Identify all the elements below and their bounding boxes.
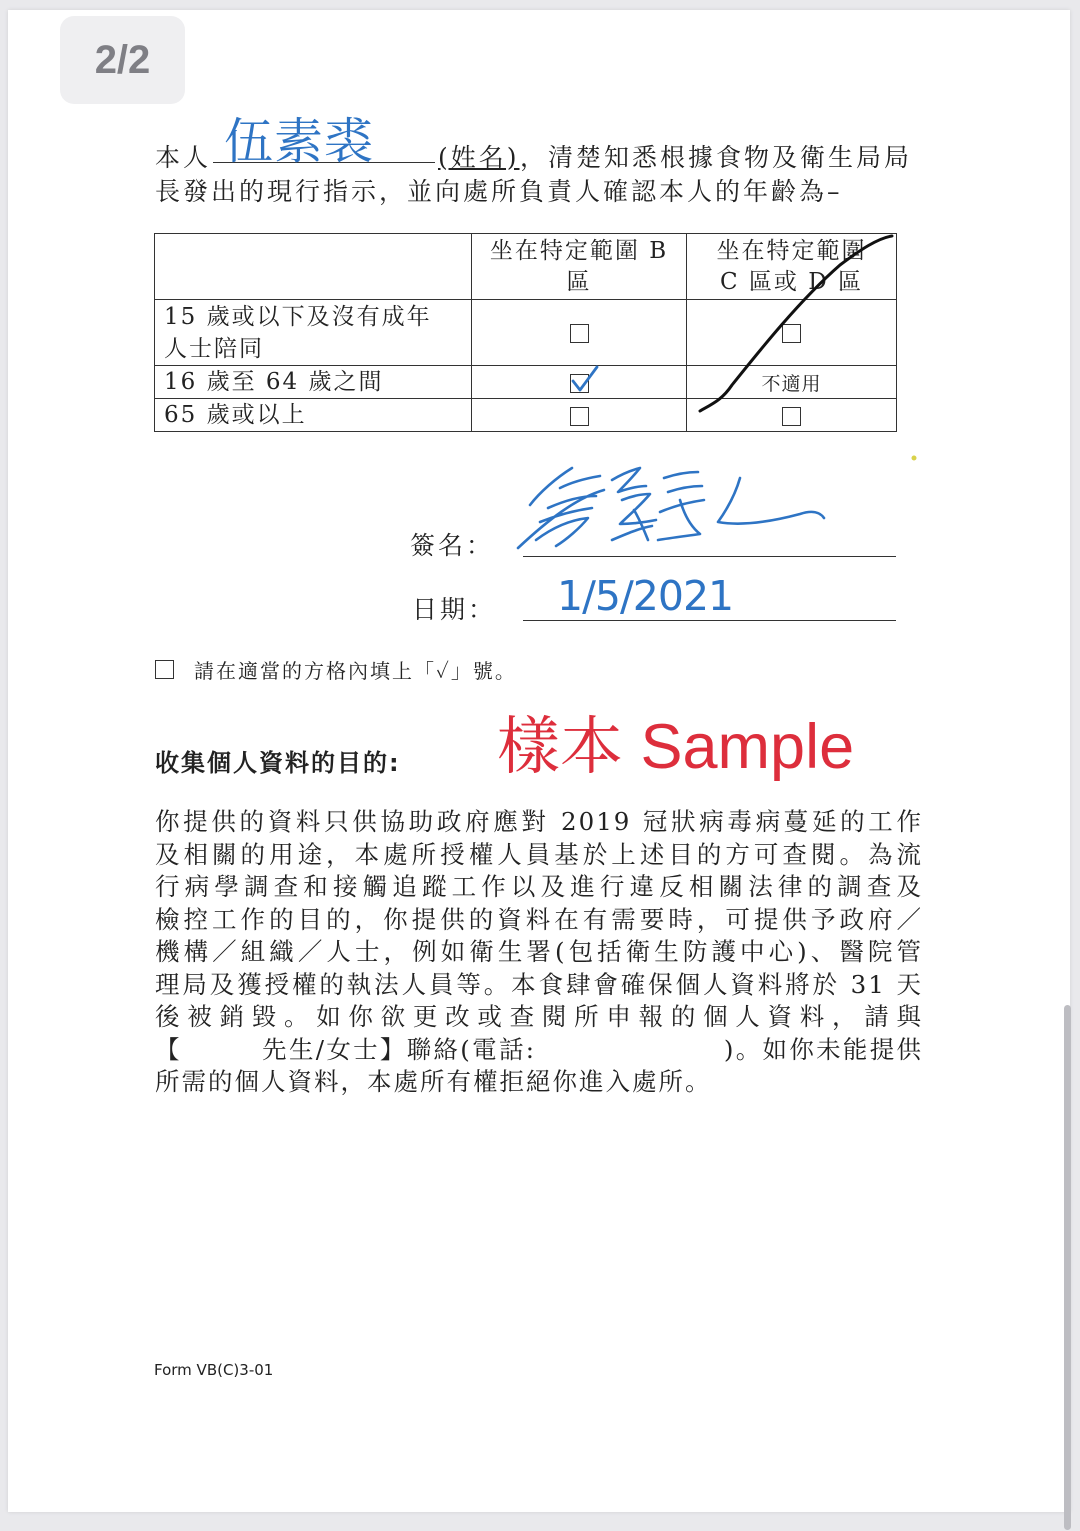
not-applicable-text: 不適用 bbox=[761, 372, 822, 395]
checkbox-65plus-b[interactable] bbox=[570, 407, 589, 426]
paragraph-line: 【 先生/女士】聯絡(電話: )。如你未能提供 bbox=[155, 1034, 923, 1064]
header-area-b-line1: 坐在特定範圍 B bbox=[489, 237, 669, 264]
paragraph-line: 檢控工作的目的，你提供的資料在有需要時，可提供予政府／ bbox=[155, 904, 923, 934]
table-row bbox=[155, 399, 897, 432]
paragraph-line: 行病學調查和接觸追蹤工作以及進行違反相關法律的調查及 bbox=[155, 872, 923, 901]
declaration-line2: 長發出的現行指示，並向處所負責人確認本人的年齡為– bbox=[155, 177, 843, 206]
instruction-checkbox bbox=[155, 660, 174, 679]
header-area-cd bbox=[687, 234, 897, 300]
sample-watermark: 樣本 Sample bbox=[497, 712, 855, 782]
row-label: 16 歲至 64 歲之間 bbox=[155, 366, 472, 399]
checkbox-16to64-b[interactable] bbox=[570, 374, 589, 393]
header-area-b bbox=[472, 234, 687, 300]
paragraph-line: 所需的個人資料，本處所有權拒絕你進入處所。 bbox=[155, 1067, 712, 1096]
paragraph-line: 機構／組織／人士，例如衛生署(包括衛生防護中心)、醫院管 bbox=[155, 937, 923, 966]
page-indicator: 2/2 bbox=[60, 16, 185, 104]
purpose-heading: 收集個人資料的目的: bbox=[155, 749, 401, 777]
scrollbar[interactable] bbox=[1064, 1005, 1071, 1530]
row-label-line1: 15 歲或以下及沒有成年 bbox=[164, 303, 432, 330]
date-line bbox=[523, 620, 896, 621]
paragraph-line: 後被銷毀。如你欲更改或查閱所申報的個人資料，請與 bbox=[155, 1002, 923, 1031]
handwritten-date: 1/5/2021 bbox=[557, 572, 734, 620]
row-label-line2: 人士陪同 bbox=[164, 335, 264, 362]
header-empty-cell bbox=[155, 234, 472, 300]
row-label bbox=[155, 300, 472, 366]
checkbox-under15-cd[interactable] bbox=[782, 324, 801, 343]
header-area-b-line2: 區 bbox=[566, 268, 592, 295]
age-table bbox=[154, 233, 897, 432]
declaration-line1-rest: ，清楚知悉根據食物及衛生局局 bbox=[520, 143, 913, 172]
signature-label: 簽名： bbox=[410, 531, 495, 560]
area-cd-na-cell bbox=[687, 366, 897, 399]
checkbox-65plus-cd[interactable] bbox=[782, 407, 801, 426]
purpose-paragraph bbox=[155, 806, 923, 1099]
area-b-checkbox-cell bbox=[472, 399, 687, 432]
table-row bbox=[155, 300, 897, 366]
table-row bbox=[155, 366, 897, 399]
header-area-cd-line1: 坐在特定範圍 bbox=[716, 237, 867, 264]
paragraph-line: 及相關的用途，本處所授權人員基於上述目的方可查閱。為流 bbox=[155, 839, 923, 869]
area-cd-checkbox-cell bbox=[687, 300, 897, 366]
area-b-checkbox-cell bbox=[472, 366, 687, 399]
signature-line bbox=[523, 556, 896, 557]
table-header-row bbox=[155, 234, 897, 300]
checkbox-under15-b[interactable] bbox=[570, 324, 589, 343]
date-label: 日期： bbox=[412, 595, 497, 624]
area-b-checkbox-cell bbox=[472, 300, 687, 366]
header-area-cd-line2: C 區或 D 區 bbox=[720, 268, 863, 295]
paragraph-line: 理局及獲授權的執法人員等。本食肆會確保個人資料將於 31 天 bbox=[155, 969, 923, 999]
instruction-text: 請在適當的方格內填上「✓」號。 bbox=[194, 659, 517, 683]
handwritten-name: 伍素裘 bbox=[224, 113, 375, 170]
area-cd-checkbox-cell bbox=[687, 399, 897, 432]
paragraph-line: 你提供的資料只供協助政府應對 2019 冠狀病毒病蔓延的工作 bbox=[155, 807, 923, 836]
row-label: 65 歲或以上 bbox=[155, 399, 472, 432]
name-caption: (姓名) bbox=[438, 143, 520, 172]
check-mark-icon bbox=[570, 365, 600, 395]
form-number: Form VB(C)3-01 bbox=[154, 1361, 274, 1379]
declaration-prefix: 本人 bbox=[155, 143, 212, 172]
